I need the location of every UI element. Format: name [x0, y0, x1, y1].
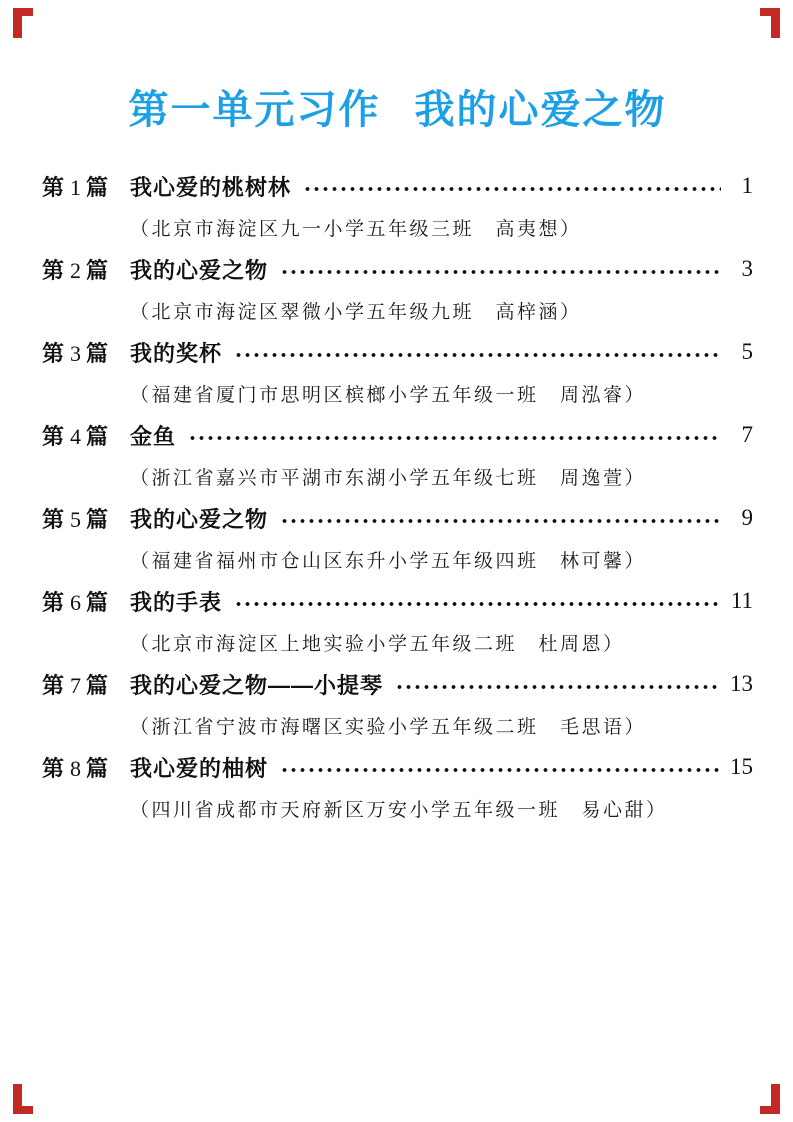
entry-label-suffix: 篇	[86, 340, 110, 366]
entry-byline: （福建省福州市仓山区东升小学五年级四班 林可馨）	[130, 551, 647, 572]
entry-byline: （四川省成都市天府新区万安小学五年级一班 易心甜）	[130, 800, 668, 821]
entry-label-suffix: 篇	[86, 589, 110, 615]
unit-title-part2: 我的心爱之物	[414, 88, 667, 132]
entry-page-number: 3	[741, 256, 753, 281]
entry-label-prefix: 第	[42, 174, 66, 200]
entry-label-suffix: 篇	[86, 506, 110, 532]
dot-leader	[278, 267, 721, 277]
crop-mark-bottom-left-icon	[13, 1084, 22, 1114]
entry-title: 我心爱的桃树林	[130, 174, 292, 200]
entry-label-prefix: 第	[42, 672, 66, 698]
toc-entry	[42, 337, 753, 407]
dot-leader	[232, 350, 721, 360]
entry-label	[42, 420, 130, 451]
toc-entry-line	[42, 254, 753, 284]
entry-label-prefix: 第	[42, 340, 66, 366]
entry-page-number: 13	[730, 671, 753, 696]
dot-leader	[278, 516, 721, 526]
entry-label-suffix: 篇	[86, 672, 110, 698]
entry-page-number: 11	[730, 588, 753, 613]
toc-entry-line	[42, 669, 753, 699]
toc-entry	[42, 752, 753, 822]
crop-mark-bottom-right-icon	[771, 1084, 780, 1114]
entry-number: 7	[70, 672, 82, 698]
entry-page-number: 1	[741, 173, 753, 198]
toc-entry	[42, 420, 753, 490]
entry-label-prefix: 第	[42, 506, 66, 532]
toc-entry-line	[42, 586, 753, 616]
entry-page-number: 5	[741, 339, 753, 364]
entry-byline: （浙江省宁波市海曙区实验小学五年级二班 毛思语）	[130, 717, 647, 738]
dot-leader	[278, 765, 721, 775]
toc-list	[42, 171, 753, 822]
toc-entry-line	[42, 337, 753, 367]
entry-label-prefix: 第	[42, 589, 66, 615]
entry-byline: （福建省厦门市思明区槟榔小学五年级一班 周泓睿）	[130, 385, 647, 406]
entry-byline: （北京市海淀区上地实验小学五年级二班 杜周恩）	[130, 634, 625, 655]
crop-mark-top-right-icon	[771, 8, 780, 38]
entry-page-number: 15	[730, 754, 753, 779]
dot-leader	[301, 184, 721, 194]
toc-entry-line	[42, 171, 753, 201]
entry-number: 3	[70, 340, 82, 366]
toc-entry-line	[42, 420, 753, 450]
entry-title: 我的心爱之物	[130, 257, 269, 283]
crop-mark-top-left-icon	[13, 8, 22, 38]
dot-leader	[186, 433, 721, 443]
entry-label	[42, 586, 130, 617]
entry-label-suffix: 篇	[86, 174, 110, 200]
entry-title: 我的心爱之物	[130, 506, 269, 532]
entry-label	[42, 337, 130, 368]
entry-number: 4	[70, 423, 82, 449]
dot-leader	[232, 599, 721, 609]
dot-leader	[393, 682, 721, 692]
entry-page-number: 7	[741, 422, 753, 447]
entry-byline: （北京市海淀区九一小学五年级三班 高夷想）	[130, 219, 582, 240]
entry-label-prefix: 第	[42, 423, 66, 449]
entry-byline: （浙江省嘉兴市平湖市东湖小学五年级七班 周逸萱）	[130, 468, 647, 489]
entry-number: 6	[70, 589, 82, 615]
entry-label-prefix: 第	[42, 257, 66, 283]
toc-entry	[42, 669, 753, 739]
toc-entry	[42, 503, 753, 573]
entry-title: 我心爱的柚树	[130, 755, 269, 781]
entry-label	[42, 503, 130, 534]
toc-entry	[42, 254, 753, 324]
entry-byline: （北京市海淀区翠微小学五年级九班 高梓涵）	[130, 302, 582, 323]
entry-number: 2	[70, 257, 82, 283]
entry-label-suffix: 篇	[86, 257, 110, 283]
toc-entry-line	[42, 752, 753, 782]
entry-label-prefix: 第	[42, 755, 66, 781]
entry-label-suffix: 篇	[86, 423, 110, 449]
entry-page-number: 9	[741, 505, 753, 530]
entry-label	[42, 171, 130, 202]
entry-number: 1	[70, 174, 82, 200]
entry-number: 8	[70, 755, 82, 781]
entry-title: 我的手表	[130, 589, 223, 615]
entry-label	[42, 752, 130, 783]
toc-entry	[42, 586, 753, 656]
entry-title: 金鱼	[130, 423, 177, 449]
entry-label	[42, 254, 130, 285]
entry-number: 5	[70, 506, 82, 532]
unit-title-part1: 第一单元习作	[128, 88, 381, 132]
entry-label-suffix: 篇	[86, 755, 110, 781]
entry-title: 我的奖杯	[130, 340, 223, 366]
toc-entry	[42, 171, 753, 241]
unit-title	[42, 78, 753, 135]
entry-title: 我的心爱之物——小提琴	[130, 672, 384, 698]
toc-entry-line	[42, 503, 753, 533]
entry-label	[42, 669, 130, 700]
